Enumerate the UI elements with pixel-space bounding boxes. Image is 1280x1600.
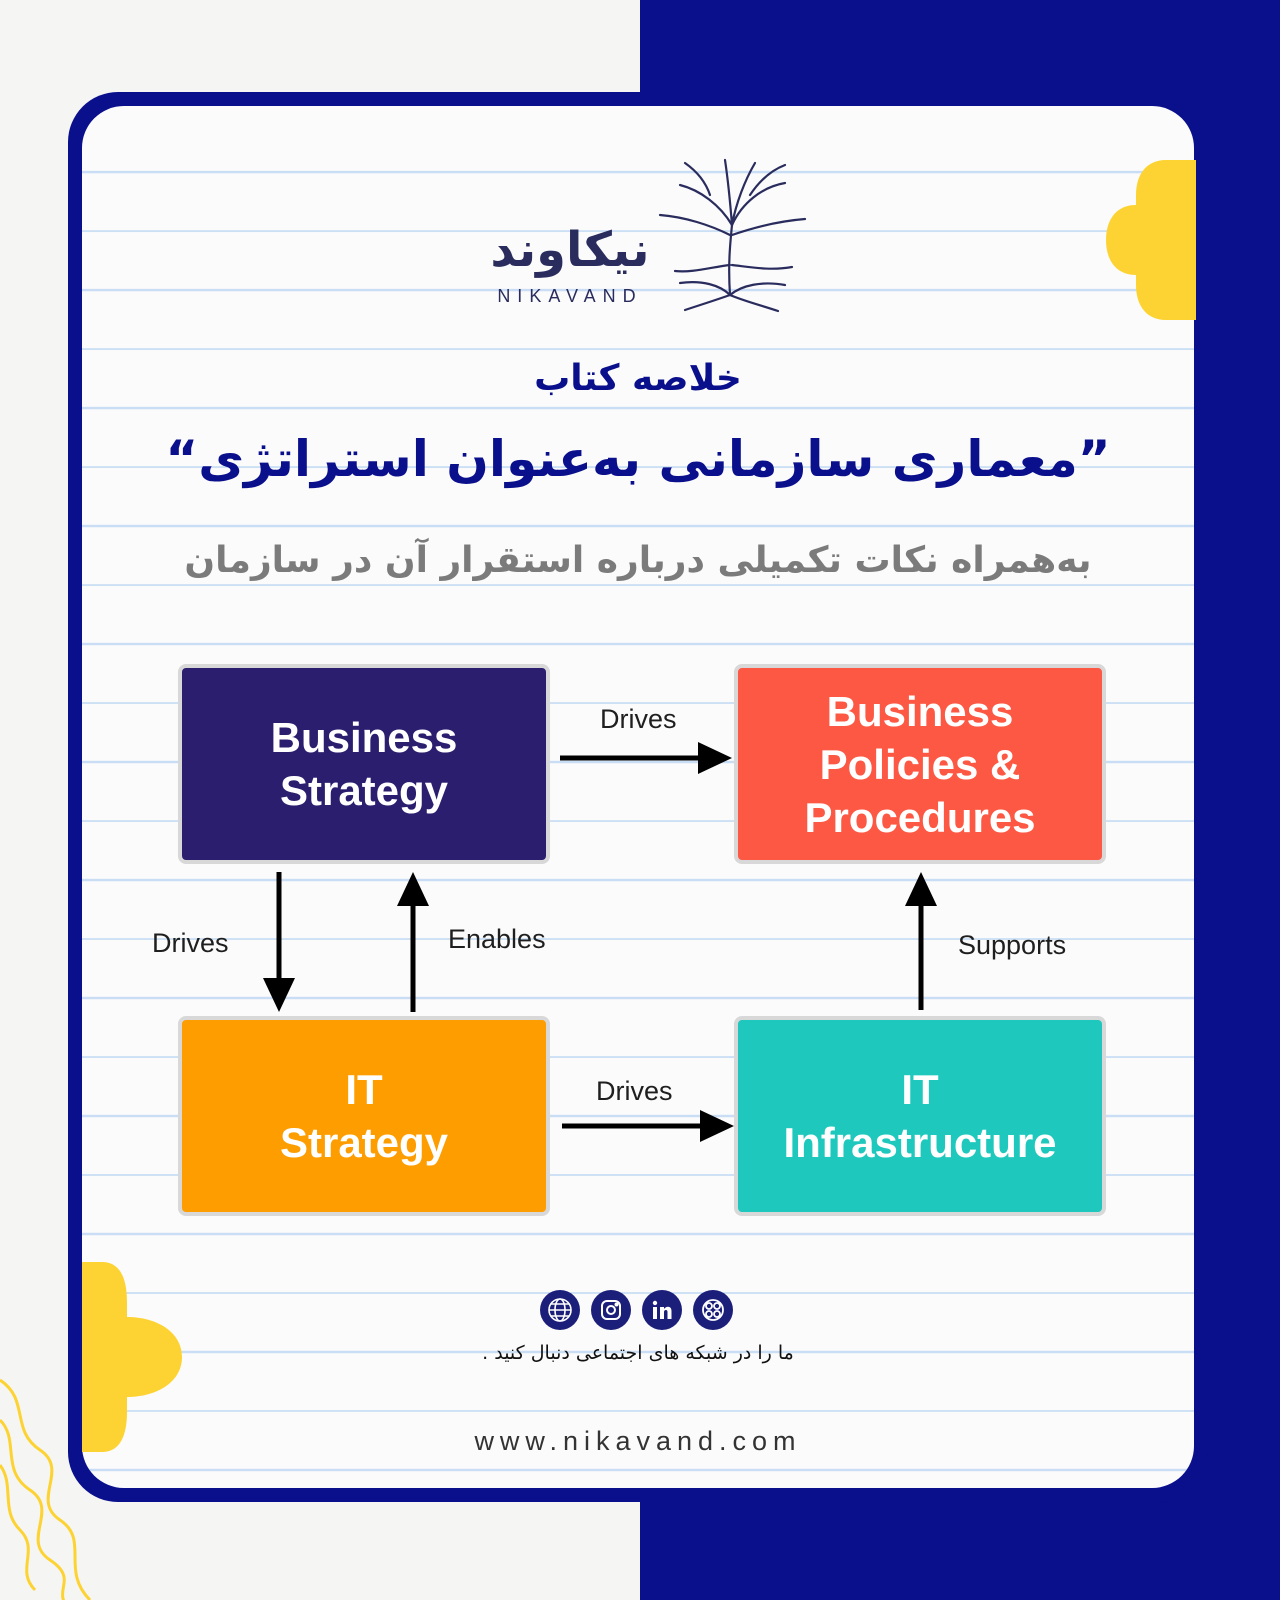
book-summary-label: خلاصه کتاب [534,358,742,399]
globe-icon[interactable] [540,1290,580,1330]
linkedin-icon[interactable] [642,1290,682,1330]
edge-label-bs-policies: Drives [600,704,677,734]
arrow-it-strategy-to-bs [397,872,429,1012]
follow-us-text: ما را در شبکه های اجتماعی دنبال کنید . [482,1342,794,1364]
page-title: ”معماری سازمانی به‌عنوان استراتژی“ [165,430,1111,488]
instagram-icon[interactable] [591,1290,631,1330]
node-it-strategy: IT Strategy [178,1016,550,1216]
brand-name-fa: نیکاوند [490,222,650,278]
arrow-bs-to-policies [560,742,732,774]
aparat-icon[interactable] [693,1290,733,1330]
edge-label-bs-it-strategy: Drives [152,928,229,958]
node-it-infrastructure: IT Infrastructure [734,1016,1106,1216]
edge-label-infra-policies: Supports [958,930,1067,960]
website-url[interactable]: www.nikavand.com [474,1426,802,1456]
edge-label-it-strategy-infra: Drives [596,1076,673,1106]
node-business-policies: Business Policies & Procedures [734,664,1106,864]
arrow-infra-to-policies [905,872,937,1010]
node-business-strategy: Business Strategy [178,664,550,864]
brand-name-en: NIKAVAND [497,286,643,306]
arrow-it-strategy-to-infra [562,1110,734,1142]
page-subtitle: به‌همراه نکات تکمیلی درباره استقرار آن در سازمان [184,540,1092,581]
edge-label-it-strategy-bs: Enables [448,924,546,954]
arrow-bs-to-it-strategy [263,872,295,1012]
social-links [540,1290,733,1330]
